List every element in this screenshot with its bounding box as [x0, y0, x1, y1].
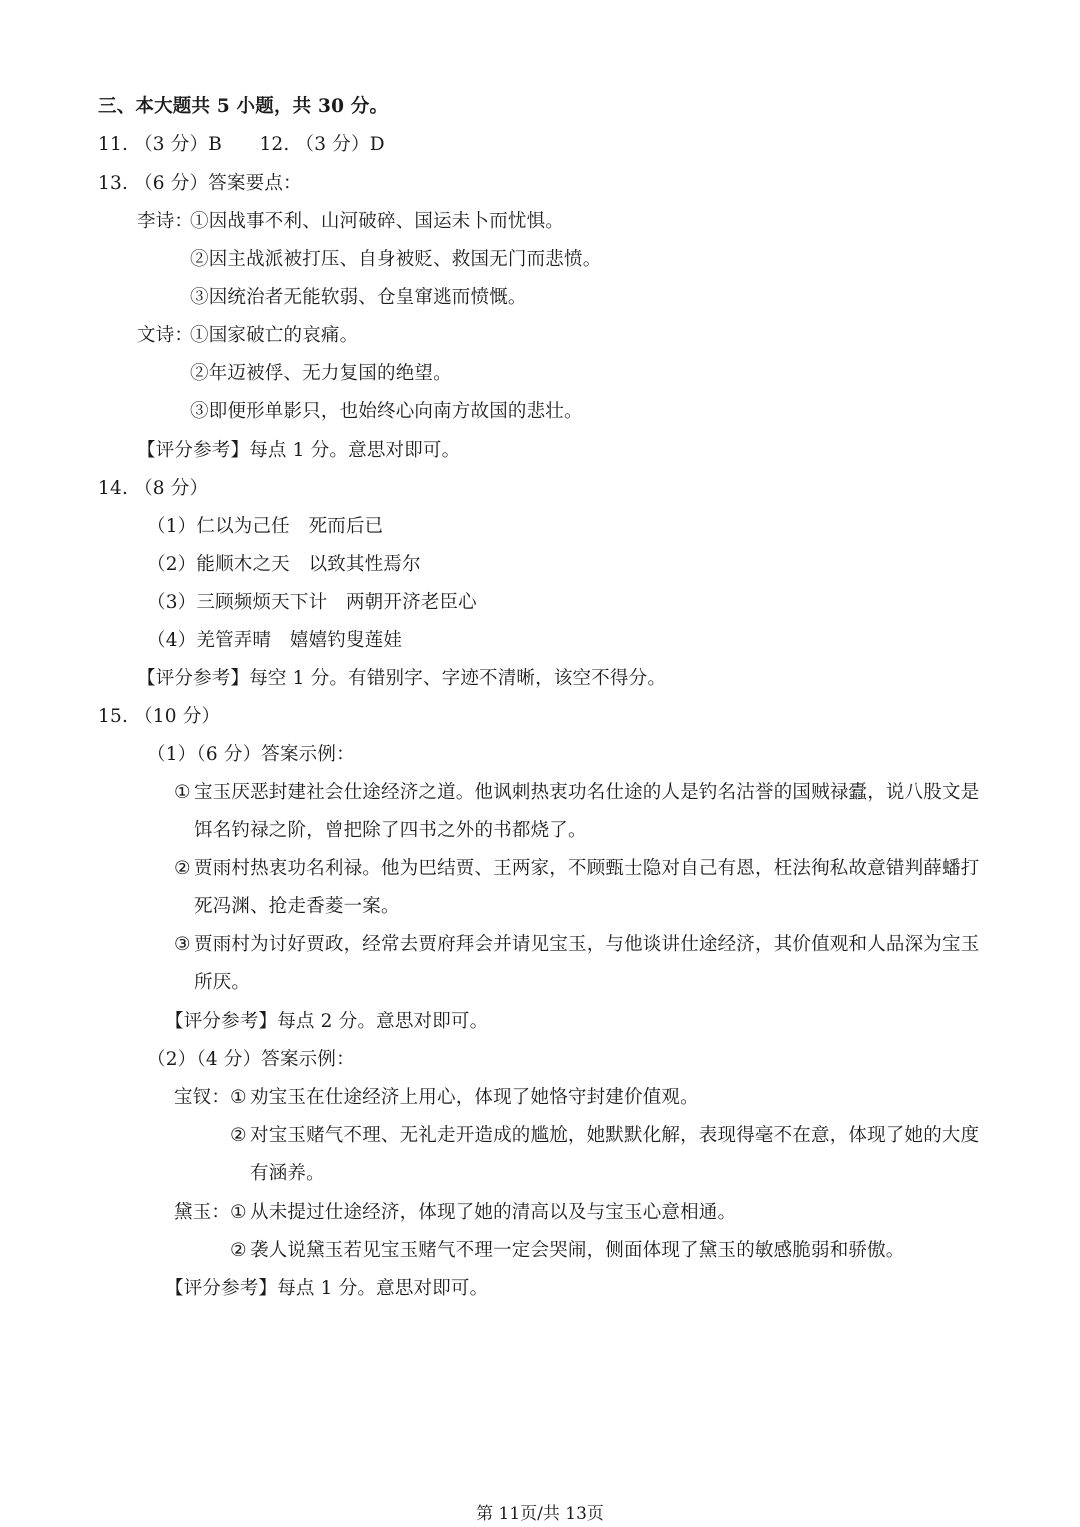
point-number: ①	[230, 1087, 247, 1108]
q15-part1-point-2	[174, 850, 986, 926]
q15-part1-point-1	[174, 774, 986, 850]
q13-li-point-3: ③因统治者无能软弱、仓皇窜逃而愤慨。	[190, 287, 527, 308]
point-text: 贾雨村热衷功名利禄。他为巴结贾、王两家，不顾甄士隐对自己有恩，枉法徇私故意错判薛蟠打死冯渊、抢走香菱一案。	[194, 858, 980, 917]
q15-chai-point-1	[230, 1079, 986, 1117]
q15-part2-scoring: 【评分参考】每点 1 分。意思对即可。	[165, 1278, 489, 1299]
point-number: ②	[230, 1125, 247, 1146]
q15-chai-point-2	[230, 1117, 986, 1193]
q15-chai-label: 宝钗：	[174, 1087, 231, 1108]
q14-scoring: 【评分参考】每空 1 分。有错别字、字迹不清晰，该空不得分。	[137, 668, 667, 689]
q13-li-point-1: ①因战事不利、山河破碎、国运未卜而忧惧。	[190, 211, 565, 232]
q15-part1-scoring: 【评分参考】每点 2 分。意思对即可。	[165, 1011, 489, 1032]
q15-title: 15. （10 分）	[98, 706, 221, 727]
q14-item-3: （3）三顾频烦天下计 两朝开济老臣心	[147, 592, 477, 613]
q15-part1-points	[174, 774, 986, 1002]
point-text: 对宝玉赌气不理、无礼走开造成的尴尬，她默默化解，表现得毫不在意，体现了她的大度有涵养。	[250, 1125, 980, 1184]
q14-item-4: （4）羌管弄晴 嬉嬉钓叟莲娃	[147, 630, 403, 651]
q13-wen-point-1: ①国家破亡的哀痛。	[190, 325, 359, 346]
point-text: 贾雨村为讨好贾政，经常去贾府拜会并请见宝玉，与他谈讲仕途经济，其价值观和人品深为宝玉所厌。	[194, 934, 980, 993]
q15-dai-point-1	[230, 1194, 986, 1232]
q13-li-label: 李诗：	[137, 211, 194, 232]
q14-item-1: （1）仁以为己任 死而后已	[147, 516, 384, 537]
point-number: ②	[230, 1240, 247, 1261]
section-header: 三、本大题共 5 小题，共 30 分。	[98, 96, 389, 117]
q15-part1-title: （1）（6 分）答案示例：	[147, 744, 355, 765]
point-text: 劝宝玉在仕途经济上用心，体现了她恪守封建价值观。	[250, 1087, 699, 1108]
q14-item-2: （2）能顺木之天 以致其性焉尔	[147, 554, 421, 575]
q15-dai-points	[230, 1194, 986, 1270]
point-number: ①	[230, 1202, 247, 1223]
point-number: ②	[174, 858, 191, 879]
point-text: 从未提过仕途经济，体现了她的清高以及与宝玉心意相通。	[250, 1202, 737, 1223]
point-text: 袭人说黛玉若见宝玉赌气不理一定会哭闹，侧面体现了黛玉的敏感脆弱和骄傲。	[250, 1240, 905, 1261]
q13-wen-point-3: ③即便形单影只，也始终心向南方故国的悲壮。	[190, 401, 583, 422]
point-number: ①	[174, 782, 191, 803]
q13-title: 13. （6 分）答案要点：	[98, 173, 302, 194]
point-text: 宝玉厌恶封建社会仕途经济之道。他讽刺热衷功名仕途的人是钓名沽誉的国贼禄蠹，说八股文是饵名钓禄之阶，曾把除了四书之外的书都烧了。	[194, 782, 980, 841]
q15-chai-points	[230, 1079, 986, 1193]
q13-li-point-2: ②因主战派被打压、自身被贬、救国无门而悲愤。	[190, 249, 602, 270]
q15-part2-title: （2）（4 分）答案示例：	[147, 1049, 355, 1070]
q13-wen-point-2: ②年迈被俘、无力复国的绝望。	[190, 363, 452, 384]
q15-part1-point-3	[174, 926, 986, 1002]
q13-scoring: 【评分参考】每点 1 分。意思对即可。	[137, 440, 461, 461]
point-number: ③	[174, 934, 191, 955]
q15-dai-label: 黛玉：	[174, 1202, 231, 1223]
page-footer: 第 11页/共 13页	[476, 1504, 604, 1524]
q15-dai-point-2	[230, 1232, 986, 1270]
q14-title: 14. （8 分）	[98, 478, 209, 499]
q11-12-answers: 11. （3 分）B 12. （3 分）D	[98, 134, 385, 155]
q13-wen-label: 文诗：	[137, 325, 194, 346]
